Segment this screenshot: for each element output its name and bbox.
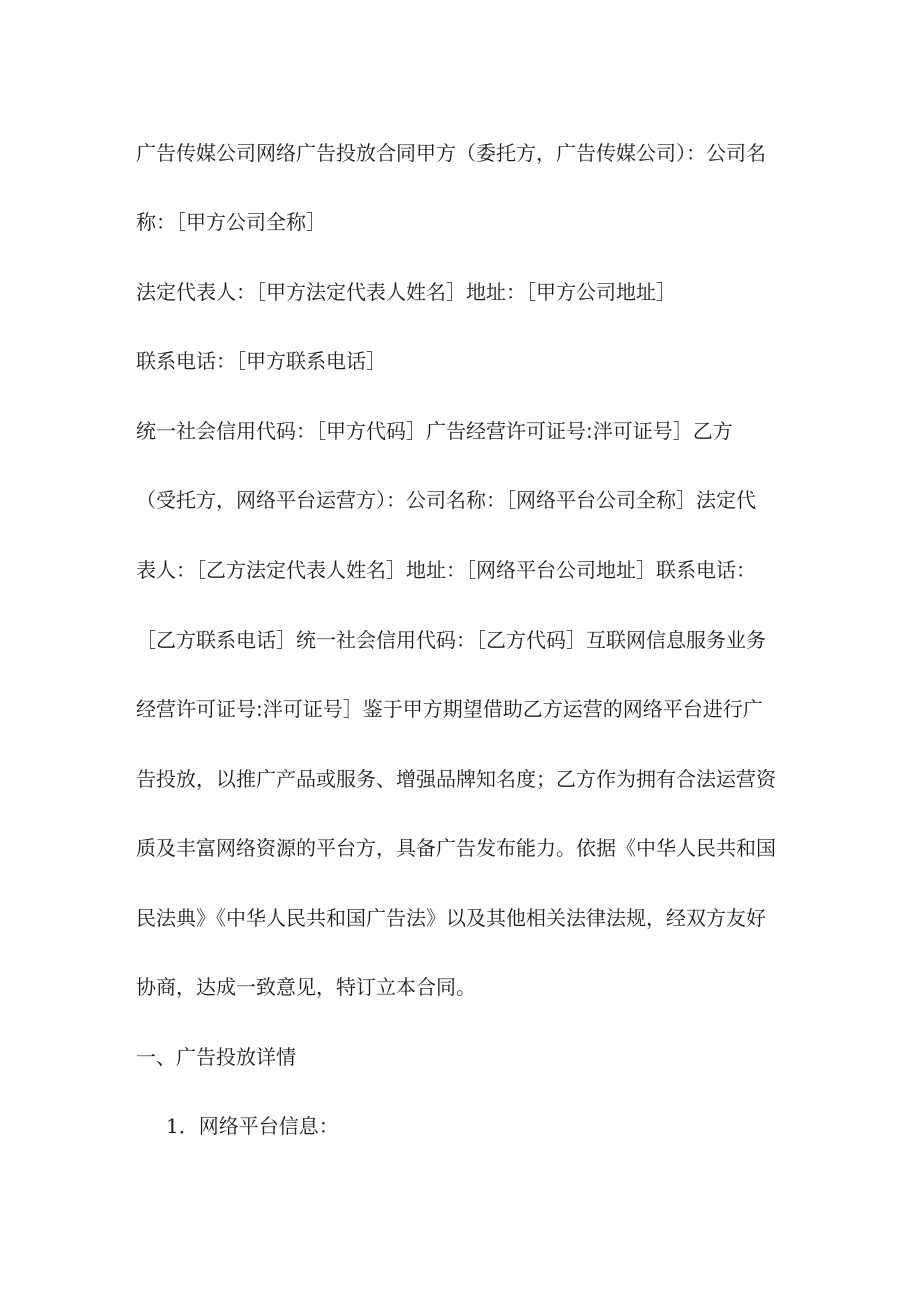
paragraph-line: 统一社会信用代码：［甲方代码］广告经营许可证号:泮可证号］乙方 <box>136 419 733 443</box>
section-heading: 一、广告投放详情 <box>136 1045 296 1069</box>
paragraph-line: 民法典》《中华人民共和国广告法》以及其他相关法律法规，经双方友好 <box>136 906 766 930</box>
paragraph-line: 法定代表人：［甲方法定代表人姓名］地址：［甲方公司地址］ <box>136 280 676 304</box>
paragraph-line: 质及丰富网络资源的平台方，具备广告发布能力。依据《中华人民共和国 <box>136 836 776 860</box>
paragraph-line: 称：［甲方公司全称］ <box>136 210 326 234</box>
paragraph-line: 告投放，以推广产品或服务、增强品牌知名度；乙方作为拥有合法运营资 <box>136 767 776 791</box>
list-item-number: 1 <box>166 1114 179 1138</box>
paragraph-line: （受托方，网络平台运营方）：公司名称：［网络平台公司全称］法定代 <box>136 488 756 512</box>
paragraph-line: 表人：［乙方法定代表人姓名］地址：［网络平台公司地址］联系电话： <box>136 558 756 582</box>
list-item <box>166 1112 339 1140</box>
list-item-text: ．网络平台信息： <box>178 1114 339 1138</box>
paragraph-line: 经营许可证号:泮可证号］鉴于甲方期望借助乙方运营的网络平台进行广 <box>136 697 763 721</box>
contract-title-line: 广告传媒公司网络广告投放合同甲方（委托方，广告传媒公司）：公司名 <box>136 141 766 165</box>
paragraph-line: ［乙方联系电话］统一社会信用代码：［乙方代码］互联网信息服务业务 <box>136 628 766 652</box>
paragraph-line: 协商，达成一致意见，特订立本合同。 <box>136 975 476 999</box>
paragraph-line: 联系电话：［甲方联系电话］ <box>136 349 386 373</box>
